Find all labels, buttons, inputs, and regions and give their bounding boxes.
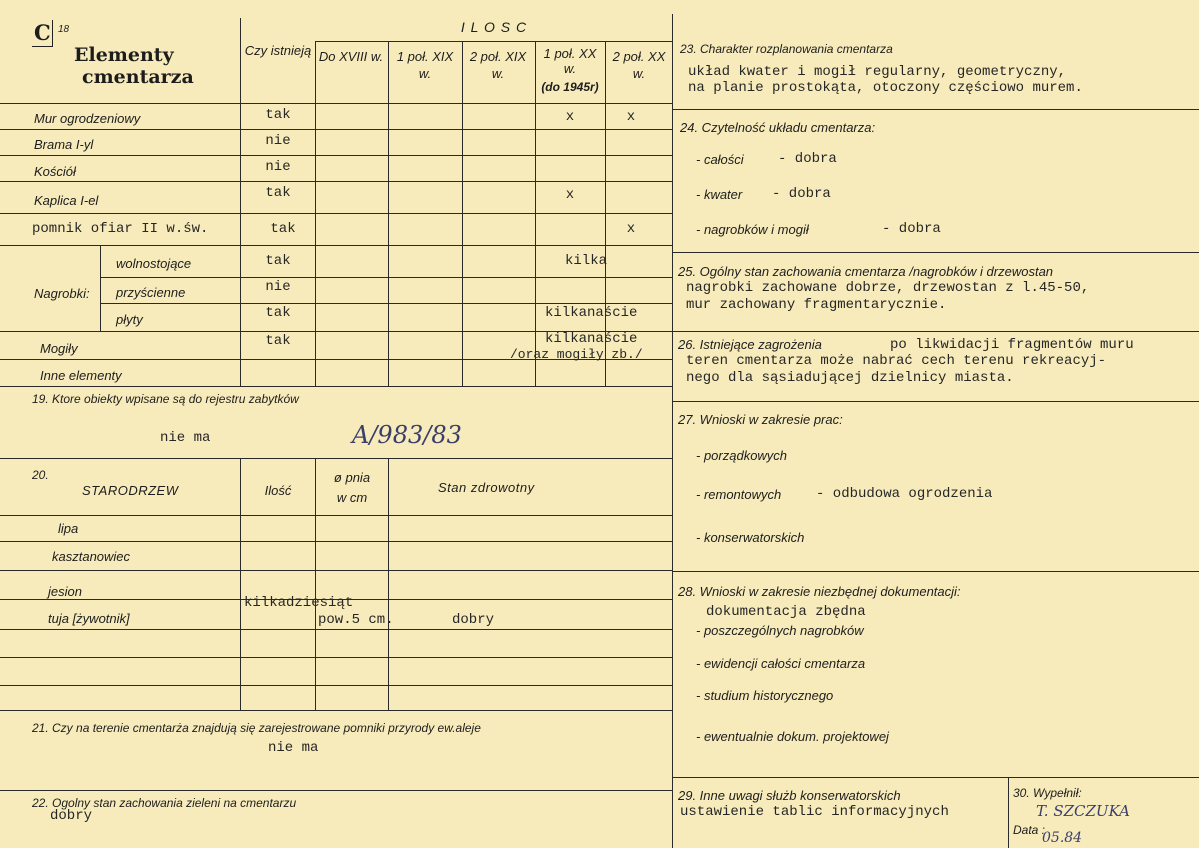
row-mark: x: [626, 109, 636, 125]
tree-name: kasztanowiec: [52, 549, 131, 564]
table-col-line: [388, 42, 389, 386]
nagrobki-czy: tak: [265, 253, 291, 269]
section-title-1: Elementy: [74, 44, 174, 66]
q27-label: 27. Wnioski w zakresie prac:: [678, 412, 843, 427]
q28-item: - ewidencji całości cmentarza: [696, 656, 866, 671]
q19-answer: nie ma: [160, 430, 211, 446]
row-czy: tak: [265, 185, 291, 201]
table-col-line: [315, 42, 316, 386]
q23-answer-line1: układ kwater i mogił regularny, geometryczny,: [688, 64, 1067, 80]
tree-name: lipa: [58, 521, 79, 536]
q30-name: T. SZCZUKA: [1036, 802, 1131, 820]
tree-quantity: kilkadziesiąt: [244, 595, 354, 611]
table-row-line: [0, 181, 672, 182]
nagrobki-czy: nie: [265, 279, 291, 295]
section-line: [0, 458, 672, 459]
mogily-czy: tak: [265, 333, 291, 349]
q26-label: 26. Istniejące zagrożenia: [678, 337, 822, 352]
q21-label: 21. Czy na terenie cmentarża znajdują się zarejestrowane pomniki przyrody ew.aleje: [32, 721, 481, 735]
q24-item-value: - dobra: [778, 151, 837, 167]
mogily-value-note: /oraz mogiły zb./: [510, 347, 643, 362]
col-2-xix: 2 poł. XIX w.: [469, 49, 527, 81]
row-czy: nie: [265, 133, 291, 149]
table-row-line: [0, 245, 672, 246]
tree-row-line: [0, 515, 672, 516]
table-col-line: [462, 42, 463, 386]
q21-answer: nie ma: [268, 740, 319, 756]
section-line: [672, 571, 1199, 572]
q24-item-value: - dobra: [772, 186, 831, 202]
tree-name: jesion: [48, 584, 82, 599]
q28-answer: dokumentacja zbędna: [706, 604, 866, 620]
q30-label: 30. Wypełnił:: [1013, 786, 1082, 800]
mogily-label: Mogiły: [40, 341, 78, 356]
row-label: Kaplica I-el: [34, 193, 99, 208]
table-row-line: [0, 129, 672, 130]
q20-title: STARODRZEW: [82, 483, 179, 498]
q20-col-pnia-unit: w cm: [336, 490, 368, 505]
tree-row-line: [0, 685, 672, 686]
col-1-xx-note: (do 1945r): [541, 80, 599, 94]
q26-answer-line2: nego dla sąsiadującej dzielnicy miasta.: [686, 370, 1014, 386]
table-row-line: [100, 303, 672, 304]
row-mark: x: [565, 109, 575, 125]
section-title-2: cmentarza: [82, 66, 194, 88]
nagrobki-czy: tak: [265, 305, 291, 321]
q19-label: 19. Ktore obiekty wpisane są do rejestru zabytków: [32, 392, 299, 406]
q20-col-stan: Stan zdrowotny: [438, 480, 535, 495]
section-line: [0, 790, 672, 791]
table-row-line: [0, 213, 672, 214]
divider-vertical-main: [672, 14, 673, 848]
section-line: [672, 252, 1199, 253]
tree-trunk: pow.5 cm.: [318, 612, 394, 628]
q24-item-label: - całości: [696, 152, 744, 167]
row-label: Mur ogrodzeniowy: [34, 111, 141, 126]
ilosc-header: I L O S C: [460, 19, 528, 35]
q26-answer-line0: po likwidacji fragmentów muru: [890, 337, 1134, 353]
signature-box-line: [1008, 777, 1009, 848]
section-number: 18: [58, 24, 70, 35]
q25-answer-line2: mur zachowany fragmentarycznie.: [686, 297, 947, 313]
nagrobki-type: wolnostojące: [116, 256, 192, 271]
tree-row-line: [0, 629, 672, 630]
q28-label: 28. Wnioski w zakresie niezbędnej dokumentacji:: [678, 584, 961, 599]
q27-item-value: - odbudowa ogrodzenia: [816, 486, 993, 502]
q24-item-label: - nagrobków i mogił: [696, 222, 809, 237]
q27-item: - konserwatorskich: [696, 530, 805, 545]
row-label: Brama I-yl: [34, 137, 94, 152]
q20-col-ilosc: Ilość: [264, 483, 292, 498]
table-row-line: [100, 277, 672, 278]
q20-col-pnia: ø pnia: [333, 470, 371, 485]
q24-item-value: - dobra: [882, 221, 941, 237]
row-label: pomnik ofiar II w.św.: [32, 221, 209, 237]
tree-row-line: [0, 570, 672, 571]
table-row-line: [0, 103, 672, 104]
nagrobki-type: przyścienne: [116, 285, 186, 300]
q28-item: - ewentualnie dokum. projektowej: [696, 729, 889, 744]
q25-label: 25. Ogólny stan zachowania cmentarza /nagrobków i drzewostan: [678, 264, 1054, 279]
row-czy: tak: [270, 221, 296, 237]
q30-date: 05.84: [1042, 830, 1083, 846]
q24-label: 24. Czytelność układu cmentarza:: [680, 120, 876, 135]
row-label: Kościół: [34, 164, 76, 179]
row-mark: x: [626, 221, 636, 237]
q23-label: 23. Charakter rozplanowania cmentarza: [680, 42, 893, 56]
mogily-value: kilkanaście: [545, 331, 638, 347]
q22-answer: dobry: [50, 808, 93, 824]
q26-answer-line1: teren cmentarza może nabrać cech terenu rekreacyj-: [686, 353, 1107, 369]
q25-answer-line1: nagrobki zachowane dobrze, drzewostan z l.45-50,: [686, 280, 1090, 296]
table-col-line: [100, 245, 101, 331]
ilosc-header-line: [315, 41, 672, 42]
tree-health: dobry: [452, 612, 495, 628]
row-czy: tak: [265, 107, 291, 123]
nagrobki-value: kilka: [565, 253, 608, 269]
table-row-line: [0, 386, 672, 387]
tree-row-line: [0, 541, 672, 542]
q27-item: - remontowych: [696, 487, 782, 502]
nagrobki-label: Nagrobki:: [34, 286, 90, 301]
q30-date-label: Data :: [1013, 823, 1046, 837]
q20-number: 20.: [32, 468, 49, 482]
q22-label: 22. Ogolny stan zachowania zieleni na cmentarzu: [32, 796, 297, 810]
q24-item-label: - kwater: [696, 187, 743, 202]
q23-answer-line2: na planie prostokąta, otoczony częściowo murem.: [688, 80, 1083, 96]
tree-row-line: [0, 710, 672, 711]
row-czy: nie: [265, 159, 291, 175]
q28-item: - studium historycznego: [696, 688, 834, 703]
tree-name: tuja [żywotnik]: [48, 611, 130, 626]
section-line: [672, 401, 1199, 402]
q27-item: - porządkowych: [696, 448, 788, 463]
section-letter: C: [34, 20, 51, 45]
q29-label: 29. Inne uwagi służb konserwatorskich: [678, 788, 901, 803]
col-do-xviii: Do XVIII w.: [318, 49, 384, 64]
nagrobki-value: kilkanaście: [545, 305, 638, 321]
nagrobki-type: płyty: [116, 312, 143, 327]
section-line: [672, 109, 1199, 110]
section-line: [672, 777, 1199, 778]
col-2-xx: 2 poł. XX w.: [612, 49, 666, 81]
table-row-line: [0, 155, 672, 156]
col-czy-istnieja: Czy istnieją: [244, 43, 312, 58]
q19-register-number: A/983/83: [352, 421, 462, 449]
q29-answer: ustawienie tablic informacyjnych: [680, 804, 949, 820]
row-mark: x: [565, 187, 575, 203]
inne-label: Inne elementy: [40, 368, 122, 383]
col-1-xix: 1 poł. XIX w.: [396, 49, 454, 81]
q28-item: - poszczególnych nagrobków: [696, 623, 864, 638]
tree-col-line: [388, 458, 389, 710]
tree-row-line: [0, 657, 672, 658]
col-1-xx: 1 poł. XX w.: [543, 46, 597, 76]
section-line: [672, 331, 1199, 332]
